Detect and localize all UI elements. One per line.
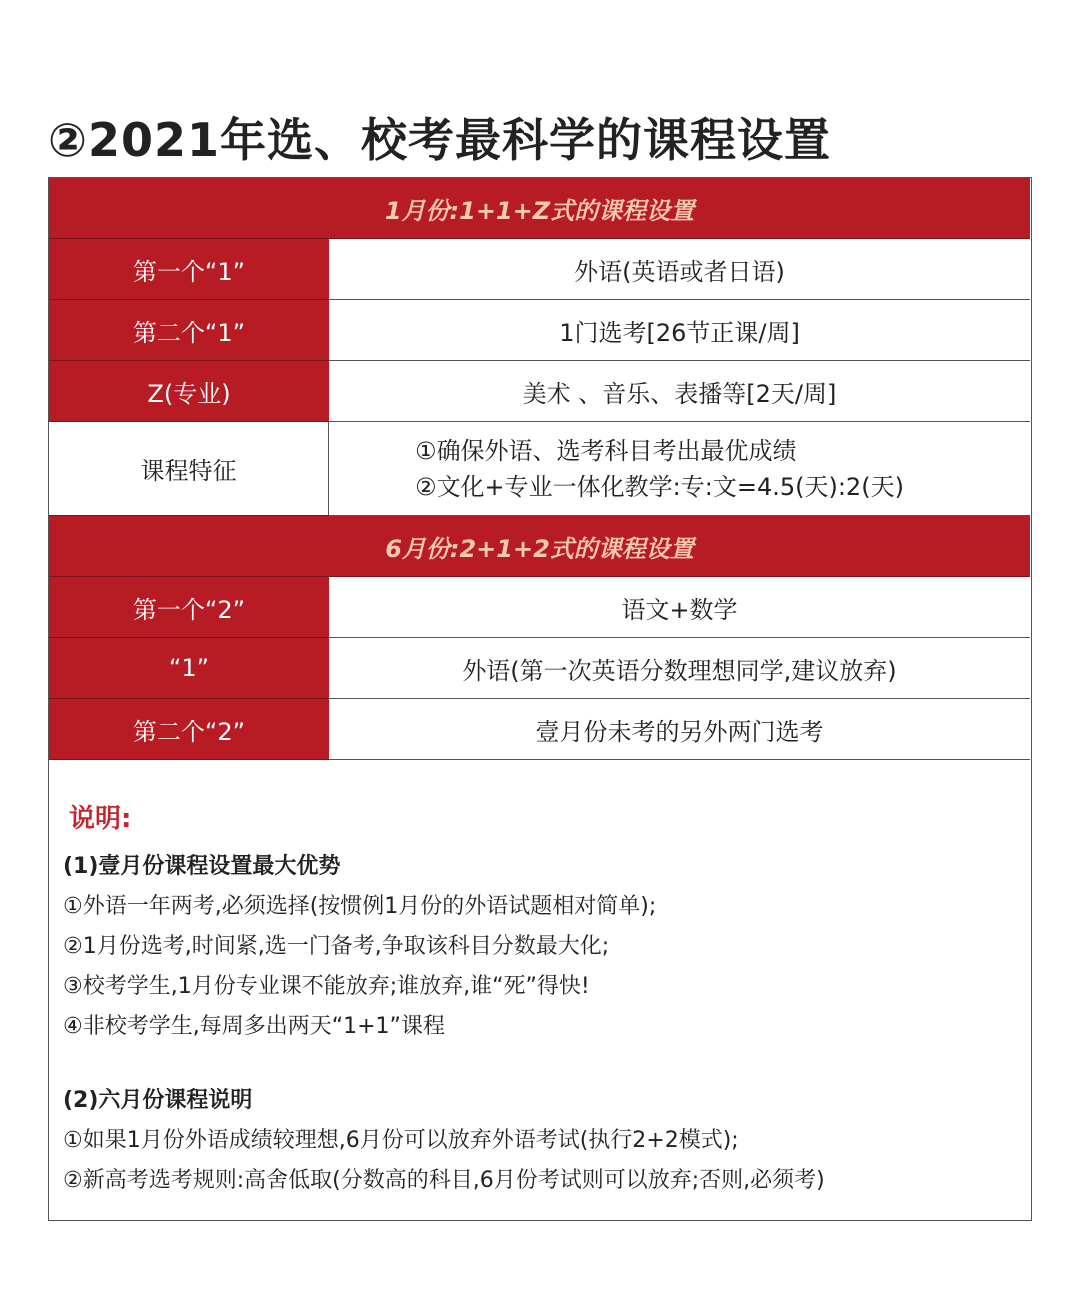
feature-value (329, 422, 1030, 516)
feature-line: ②文化+专业一体化教学:专:文=4.5(天):2(天) (415, 472, 904, 501)
table-row (49, 300, 1030, 361)
feature-line: ①确保外语、选考科目考出最优成绩 (415, 436, 797, 465)
page-title: ②2021年选、校考最科学的课程设置 (48, 113, 831, 167)
feature-label: 课程特征 (49, 422, 329, 516)
table-row (49, 699, 1030, 760)
row-value: 语文+数学 (329, 577, 1030, 638)
note-line: ①如果1月份外语成绩较理想,6月份可以放弃外语考试(执行2+2模式); (63, 1128, 739, 1153)
course-table (49, 178, 1030, 760)
note-line: ①外语一年两考,必须选择(按惯例1月份的外语试题相对简单); (63, 894, 657, 919)
section-header-june: 6月份:2+1+2式的课程设置 (49, 516, 1030, 577)
row-label: 第一个“2” (49, 577, 329, 638)
note-line: ③校考学生,1月份专业课不能放弃;谁放弃,谁“死”得快! (63, 974, 590, 999)
feature-list (415, 433, 944, 505)
row-value: 外语(英语或者日语) (329, 239, 1030, 300)
row-value: 外语(第一次英语分数理想同学,建议放弃) (329, 638, 1030, 699)
note-line: ②新高考选考规则:高舍低取(分数高的科目,6月份考试则可以放弃;否则,必须考) (63, 1168, 825, 1193)
row-value: 1门选考[26节正课/周] (329, 300, 1030, 361)
notes-part1-title: (1)壹月份课程设置最大优势 (63, 854, 341, 879)
row-label: 第二个“1” (49, 300, 329, 361)
feature-row (49, 422, 1030, 516)
row-label: 第二个“2” (49, 699, 329, 760)
notes-part2-title: (2)六月份课程说明 (63, 1088, 253, 1113)
section-header-january: 1月份:1+1+Z式的课程设置 (49, 178, 1030, 239)
row-value: 美术 、音乐、表播等[2天/周] (329, 361, 1030, 422)
spacer (63, 1047, 1013, 1081)
note-line: ④非校考学生,每周多出两天“1+1”课程 (63, 1014, 445, 1039)
notes-section (63, 798, 1013, 1201)
row-value: 壹月份未考的另外两门选考 (329, 699, 1030, 760)
table-row (49, 361, 1030, 422)
notes-heading: 说明: (69, 804, 132, 834)
row-label: 第一个“1” (49, 239, 329, 300)
note-line: ②1月份选考,时间紧,选一门备考,争取该科目分数最大化; (63, 934, 610, 959)
table-row (49, 638, 1030, 699)
row-label: Z(专业) (49, 361, 329, 422)
table-row (49, 577, 1030, 638)
course-table-frame (48, 177, 1032, 1221)
row-label: “1” (49, 638, 329, 699)
table-row (49, 239, 1030, 300)
